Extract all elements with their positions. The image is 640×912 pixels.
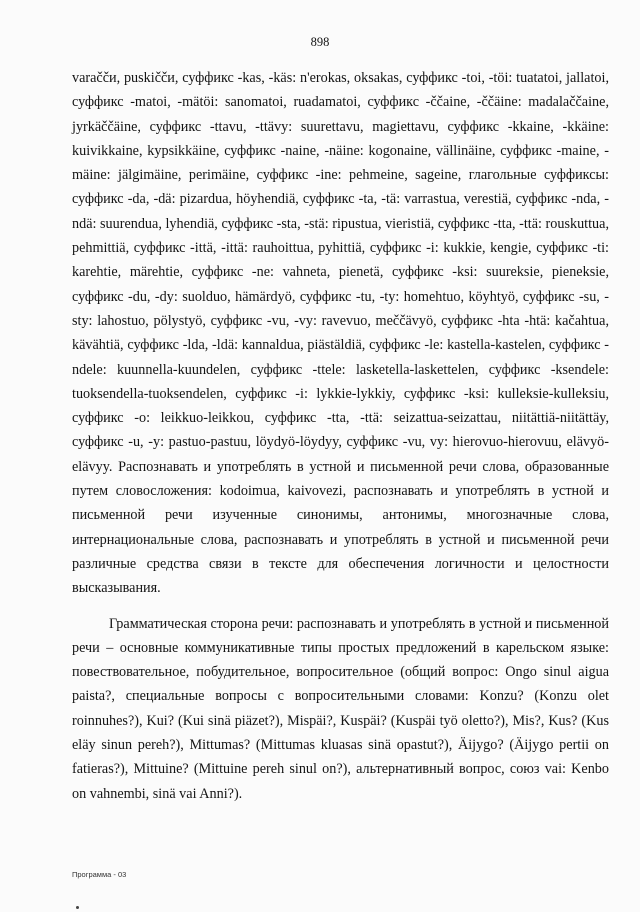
paragraph-suffixes: varaččи, puskiččи, суффикс -kas, -käs: n'erokas, oksakas, суффикс -toi, -töi: tuatatoi, jallatoi, суффикс -matoi, -mätöi: sanomatoi, ruadamatoi, суффикс -ččaine, -ččäine: madalaččaine, jyrkäččäine, суффикс -ttavu, -ttävy: suurettavu, magiettavu, суффикс -kkaine, -kkäine: kuivikkaine, kypsikkäine, суффикс -naine, -näine: kogonaine, vällinäine, суффикс -maine, -mäine: jälgimäine, perimäine, суффикс -ine: pehmeine, sageine, глагольные суффиксы: суффикс -da, -dä: pizardua, höyhendiä, суффикс -ta, -tä: varrastua, verestiä, суффикс -nda, -ndä: suurendua, lyhendiä, суффикс -sta, -stä: ripustua, vieristiä, суффикс -tta, -ttä: rouskuttua, pehmittiä, суффикс -ittä, -ittä: rauhoittua, pyhittiä, суффикс -i: kukkie, kengie, суффикс -ti: karehtie, märehtie, суффикс -ne: vahneta, pienetä, суффикс -ksi: suureksie, pieneksie, суффикс -du, -dy: suolduo, hämärdyö, суффикс -tu, -ty: homehtuo, köyhtyö, суффикс -su, -sty: lahostuo, pölystyö, суффикс -vu, -vy: ravevuo, meččävyö, суффикс -hta -htä: kačahtua, kävähtiä, суффикс -lda, -ldä: kannaldua, piästäldiä, суффикс -le: kastella-kastelen, суффикс -ndele: kuunnella-kuundelen, суффикс -ttele: lasketella-laskettelen, суффикс -ksendele: tuoksendella-tuoksendelen, суффикс -i: lykkie-lykkiy, суффикс -ksi: kulleksie-kulleksiu, суффикс -o: leikkuo-leikkou, суффикс -tta, -ttä: seizattua-seizattau, niitättiä-niitättäy, суффикс -u, -y: pastuo-pastuu, löydyö-löydyy, суффикс -vu, vy: hierovuo-hierovuu, elävyö-elävyy. Распознавать и употреблять в устной и письменной речи слова, образованные путем словосложения: kodoimua, kaivovezi, распознавать и употреблять в устной и письменной речи изученные синонимы, антонимы, многозначные слова, интернациональные слова, распознавать и употреблять в устной и письменной речи различные средства связи в тексте для обеспечения логичности и целостности высказывания. bbox=[72, 70, 609, 597]
footer-note: Программа - 03 bbox=[72, 870, 127, 879]
paragraph-grammar: Грамматическая сторона речи: распознавать и употреблять в устной и письменной речи – основные коммуникативные типы простых предложений в карельском языке: повествовательное, побудительное, вопросительное (общий вопрос: Ongo sinul aigua paista?, специальные вопросы с вопросительными словами: Konzu? (Konzu olet roinnuhes?), Kui? (Kui sinä piäzet?), Mispäi?, Kuspäi? (Kuspäi työ oletto?), Mis?, Kus? (Kus eläy sinun pereh?), Mittumas? (Mittumas kluasas sinä opastut?), Äijygo? (Äijygo pertii on fatieras?), Mittuine? (Mittuine pereh sinul on?), альтернативный вопрос, союз vai: Kenbo on vahnembi, sinä vai Anni?). bbox=[72, 615, 609, 802]
page-number: 898 bbox=[310, 35, 330, 49]
scan-dot bbox=[76, 906, 79, 909]
body-text bbox=[72, 66, 609, 806]
